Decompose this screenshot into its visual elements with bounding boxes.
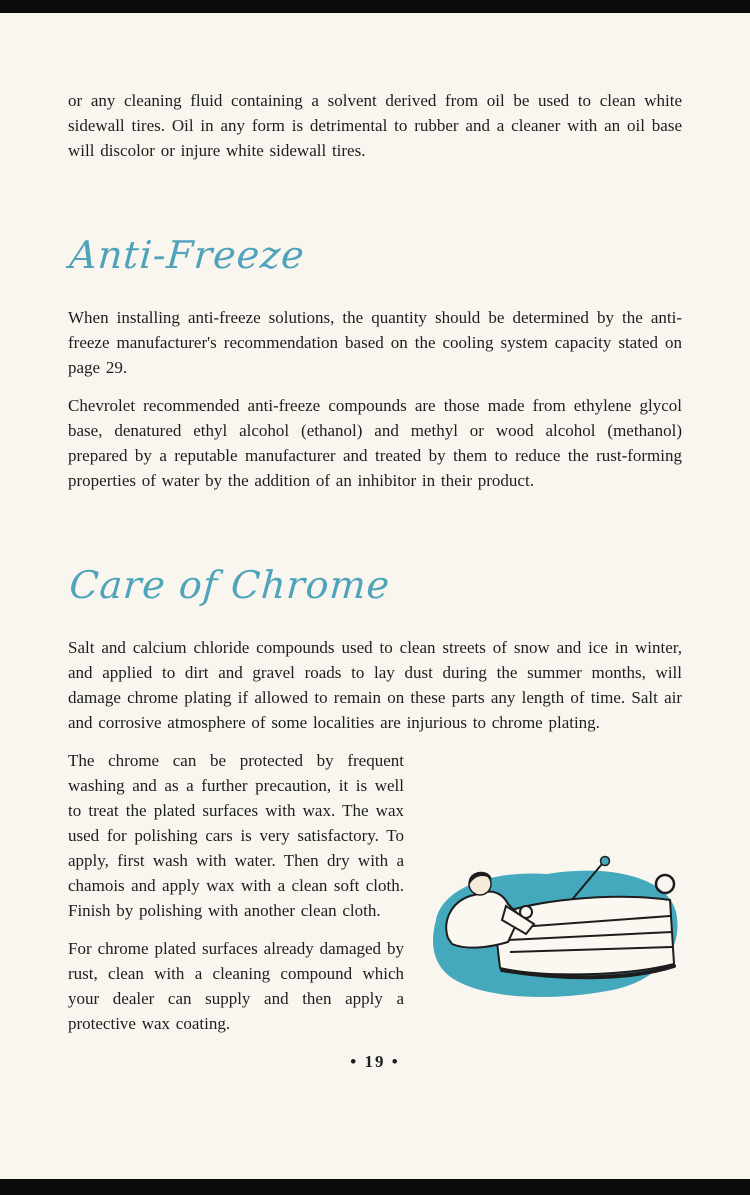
section-heading-anti-freeze: Anti-Freeze xyxy=(68,233,307,277)
intro-paragraph: or any cleaning fluid containing a solvent derived from oil be used to clean white sidewall tires. Oil in any form is detrimental to rubber and a cleaner with an oil base will discolor or injure white sidewall tires. xyxy=(68,91,682,160)
page-edge-bottom xyxy=(0,1179,750,1195)
car-polishing-illustration xyxy=(422,850,682,1000)
chrome-paragraph-1: Salt and calcium chloride compounds used to clean streets of snow and ice in winter, and applied to dirt and gravel roads to lay dust during the summer months, will damage chrome plating if allowed to remain on these parts any length of time. Salt air and corrosive atmosphere of some localities are injurious to chrome plating. xyxy=(68,638,682,732)
anti-freeze-paragraph-1: When installing anti-freeze solutions, the quantity should be determined by the anti-freeze manufacturer's recommendation based on the cooling system capacity stated on page 29. xyxy=(68,308,682,377)
section-heading-care-of-chrome: Care of Chrome xyxy=(68,563,392,607)
anti-freeze-paragraph-2: Chevrolet recommended anti-freeze compounds are those made from ethylene glycol base, denatured ethyl alcohol (ethanol) and methyl or wood alcohol (methanol) prepared by a reputable manufacturer and treated by them to reduce the rust-forming properties of water by the addition of an inhibitor in their product. xyxy=(68,396,682,490)
chrome-paragraph-2: The chrome can be protected by frequent washing and as a further precaution, it is well to treat the plated surfaces with wax. The wax used for polishing cars is very satisfactory. To apply, first wash with water. Then dry with a chamois and apply wax with a clean soft cloth. Finish by polishing with another clean cloth. xyxy=(68,751,404,920)
chrome-paragraph-3: For chrome plated surfaces already damaged by rust, clean with a cleaning compound which your dealer can supply and then apply a protective wax coating. xyxy=(68,939,404,1033)
page-number: • 19 • xyxy=(350,1052,400,1071)
car-polishing-illustration-svg xyxy=(422,850,682,1000)
